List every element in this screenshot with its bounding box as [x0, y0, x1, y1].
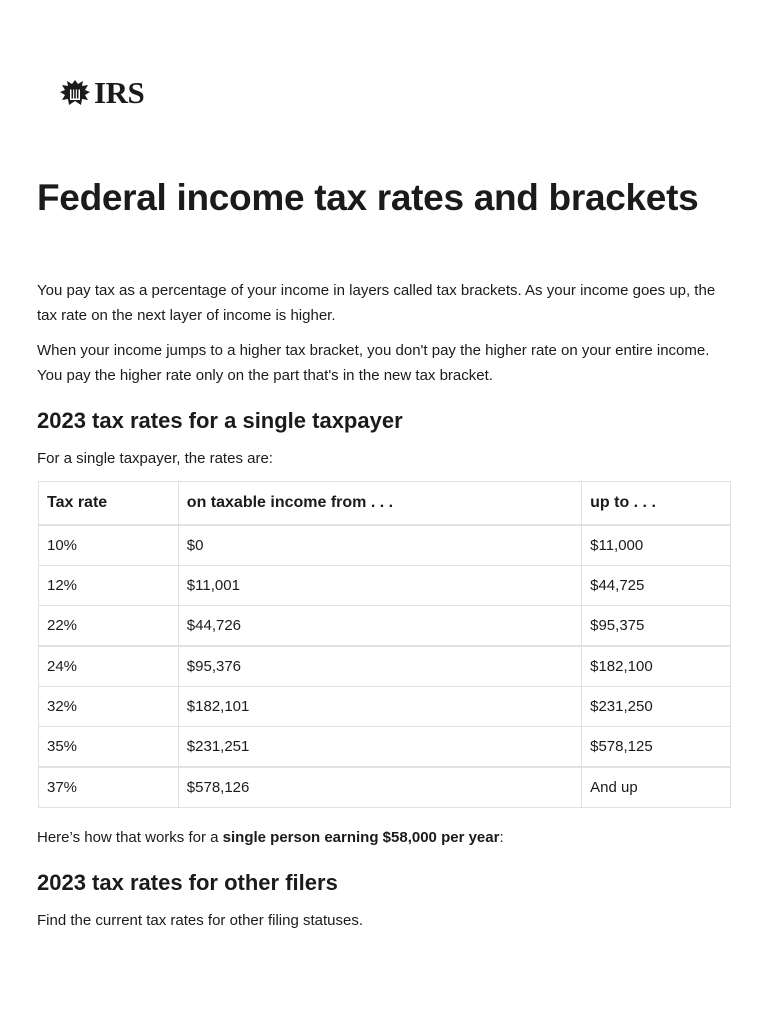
- column-header-up-to: up to . . .: [582, 482, 731, 526]
- table-row: [39, 687, 731, 727]
- single-taxpayer-intro: For a single taxpayer, the rates are:: [37, 450, 273, 467]
- irs-wordmark: IRS: [94, 75, 145, 110]
- other-filers-heading: 2023 tax rates for other filers: [37, 870, 338, 895]
- other-filers-text: Find the current tax rates for other filing statuses.: [37, 912, 363, 929]
- tax-rate-cell: 35%: [39, 727, 179, 768]
- up-to-cell: $182,100: [582, 646, 731, 687]
- income-from-cell: $11,001: [178, 566, 581, 606]
- column-header-income-from: on taxable income from . . .: [178, 482, 581, 526]
- up-to-cell: $95,375: [582, 606, 731, 647]
- table-row: [39, 767, 731, 808]
- irs-logo[interactable]: [59, 76, 144, 110]
- tax-rate-cell: 32%: [39, 687, 179, 727]
- income-from-cell: $95,376: [178, 646, 581, 687]
- example-link[interactable]: single person earning $58,000 per year: [222, 829, 500, 846]
- example-suffix: :: [499, 829, 504, 846]
- tax-rates-table: [38, 481, 731, 808]
- single-taxpayer-heading: 2023 tax rates for a single taxpayer: [37, 408, 403, 433]
- tax-rate-cell: 24%: [39, 646, 179, 687]
- column-header-tax-rate: Tax rate: [39, 482, 179, 526]
- irs-eagle-icon: [59, 78, 91, 108]
- tax-rate-cell: 37%: [39, 767, 179, 808]
- intro-paragraph-1: You pay tax as a percentage of your income in layers called tax brackets. As your income goes up, the tax rate on the next layer of income is higher.: [37, 282, 716, 324]
- income-from-cell: $0: [178, 525, 581, 566]
- table-header-row: [39, 482, 731, 526]
- up-to-cell: $11,000: [582, 525, 731, 566]
- tax-rate-cell: 10%: [39, 525, 179, 566]
- table-row: [39, 606, 731, 647]
- income-from-cell: $182,101: [178, 687, 581, 727]
- example-sentence: [37, 825, 504, 850]
- income-from-cell: $231,251: [178, 727, 581, 768]
- tax-rate-cell: 12%: [39, 566, 179, 606]
- table-row: [39, 525, 731, 566]
- income-from-cell: $44,726: [178, 606, 581, 647]
- income-from-cell: $578,126: [178, 767, 581, 808]
- up-to-cell: And up: [582, 767, 731, 808]
- up-to-cell: $44,725: [582, 566, 731, 606]
- table-row: [39, 646, 731, 687]
- intro-paragraph-2: When your income jumps to a higher tax bracket, you don't pay the higher rate on your entire income. You pay the higher rate only on the part that's in the new tax bracket.: [37, 342, 710, 384]
- example-prefix: Here’s how that works for a: [37, 829, 223, 846]
- table-row: [39, 566, 731, 606]
- page-title: Federal income tax rates and brackets: [37, 177, 699, 218]
- up-to-cell: $231,250: [582, 687, 731, 727]
- tax-rate-cell: 22%: [39, 606, 179, 647]
- table-row: [39, 727, 731, 768]
- up-to-cell: $578,125: [582, 727, 731, 768]
